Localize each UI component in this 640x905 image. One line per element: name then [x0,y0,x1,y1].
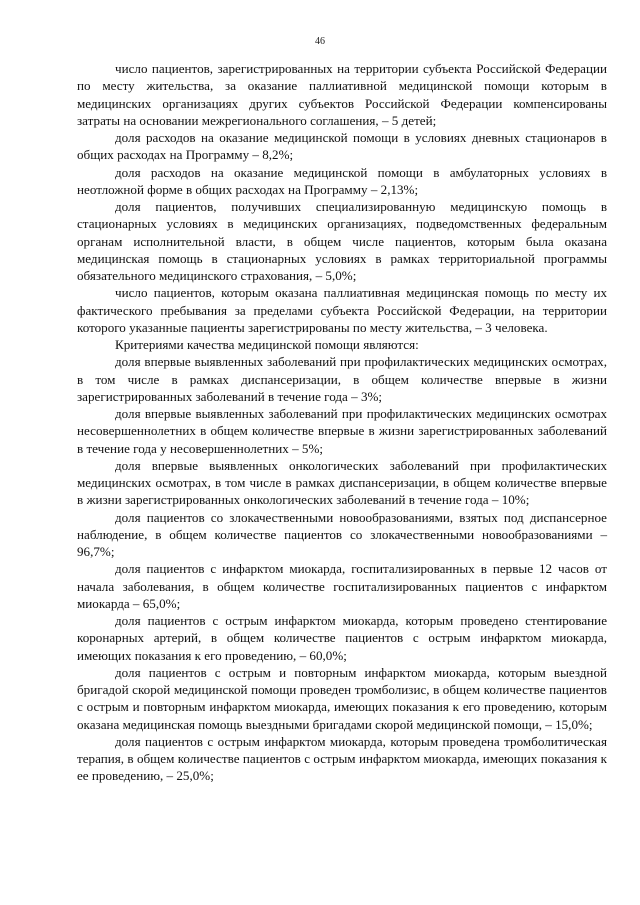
paragraph: доля расходов на оказание медицинской помощи в амбулаторных условиях в неотложной форме в общих расходах на Программу – 2,13%; [77,164,607,197]
paragraph: доля пациентов с острым инфарктом миокарда, которым проведена тромболитическая терапия, в общем количестве пациентов с острым инфарктом миокарда, имеющих показания к ее проведению, – 25,0%; [77,733,607,784]
paragraph: число пациентов, зарегистрированных на территории субъекта Российской Федерации по месту жительства, за оказание паллиативной медицинской помощи которым в медицинских организациях других субъектов Российской Федерации компенсированы затраты на основании межрегионального соглашения, – 5 детей; [77,61,607,128]
paragraph: доля впервые выявленных заболеваний при профилактических медицинских осмотрах, в том числе в рамках диспансеризации, в общем количестве впервые в жизни зарегистрированных заболеваний в течение года – 3%; [77,354,607,404]
paragraph: доля впервые выявленных онкологических заболеваний при профилактических медицинских осмотрах, в том числе в рамках диспансеризации, в общем количестве впервые в жизни зарегистрированных онкологических заболеваний в течение года – 10%; [77,457,607,508]
paragraph: число пациентов, которым оказана паллиативная медицинская помощь по месту их фактического пребывания за пределами субъекта Российской Федерации, на территории которого указанные пациенты зарегистрированы по месту жительства, – 3 человека. [77,285,607,335]
page-number: 46 [315,36,325,47]
paragraph: доля впервые выявленных заболеваний при профилактических медицинских осмотрах несовершеннолетних в общем количестве впервые в жизни зарегистрированных заболеваний в течение года у несовершеннолетних – 5%; [77,406,607,456]
paragraph: доля расходов на оказание медицинской помощи в условиях дневных стационаров в общих расходах на Программу – 8,2%; [77,130,607,163]
paragraph: доля пациентов, получивших специализированную медицинскую помощь в стационарных условиях в медицинских организациях, подведомственных федеральным органам исполнительной власти, в общем числе пациентов, которым была оказана медицинская помощь в стационарных условиях в рамках территориальной программы обязательного медицинского страхования, – 5,0%; [77,199,607,283]
document-body [77,60,607,785]
paragraph: доля пациентов с острым и повторным инфарктом миокарда, которым выездной бригадой скорой медицинской помощи проведен тромболизис, в общем количестве пациентов с острым и повторным инфарктом миокарда, имеющих показания к его проведению, которым оказана медицинская помощь выездными бригадами скорой медицинской помощи, – 15,0%; [77,664,607,732]
paragraph: доля пациентов со злокачественными новообразованиями, взятых под диспансерное наблюдение, в общем количестве пациентов со злокачественными новообразованиями – 96,7%; [77,509,607,559]
paragraph: доля пациентов с острым инфарктом миокарда, которым проведено стентирование коронарных артерий, в общем количестве пациентов с острым инфарктом миокарда, имеющих показания к его проведению, – 60,0%; [77,613,607,663]
paragraph: доля пациентов с инфарктом миокарда, госпитализированных в первые 12 часов от начала заболевания, в общем количестве госпитализированных пациентов с инфарктом миокарда – 65,0%; [77,561,607,611]
section-heading: Критериями качества медицинской помощи являются: [115,337,419,352]
